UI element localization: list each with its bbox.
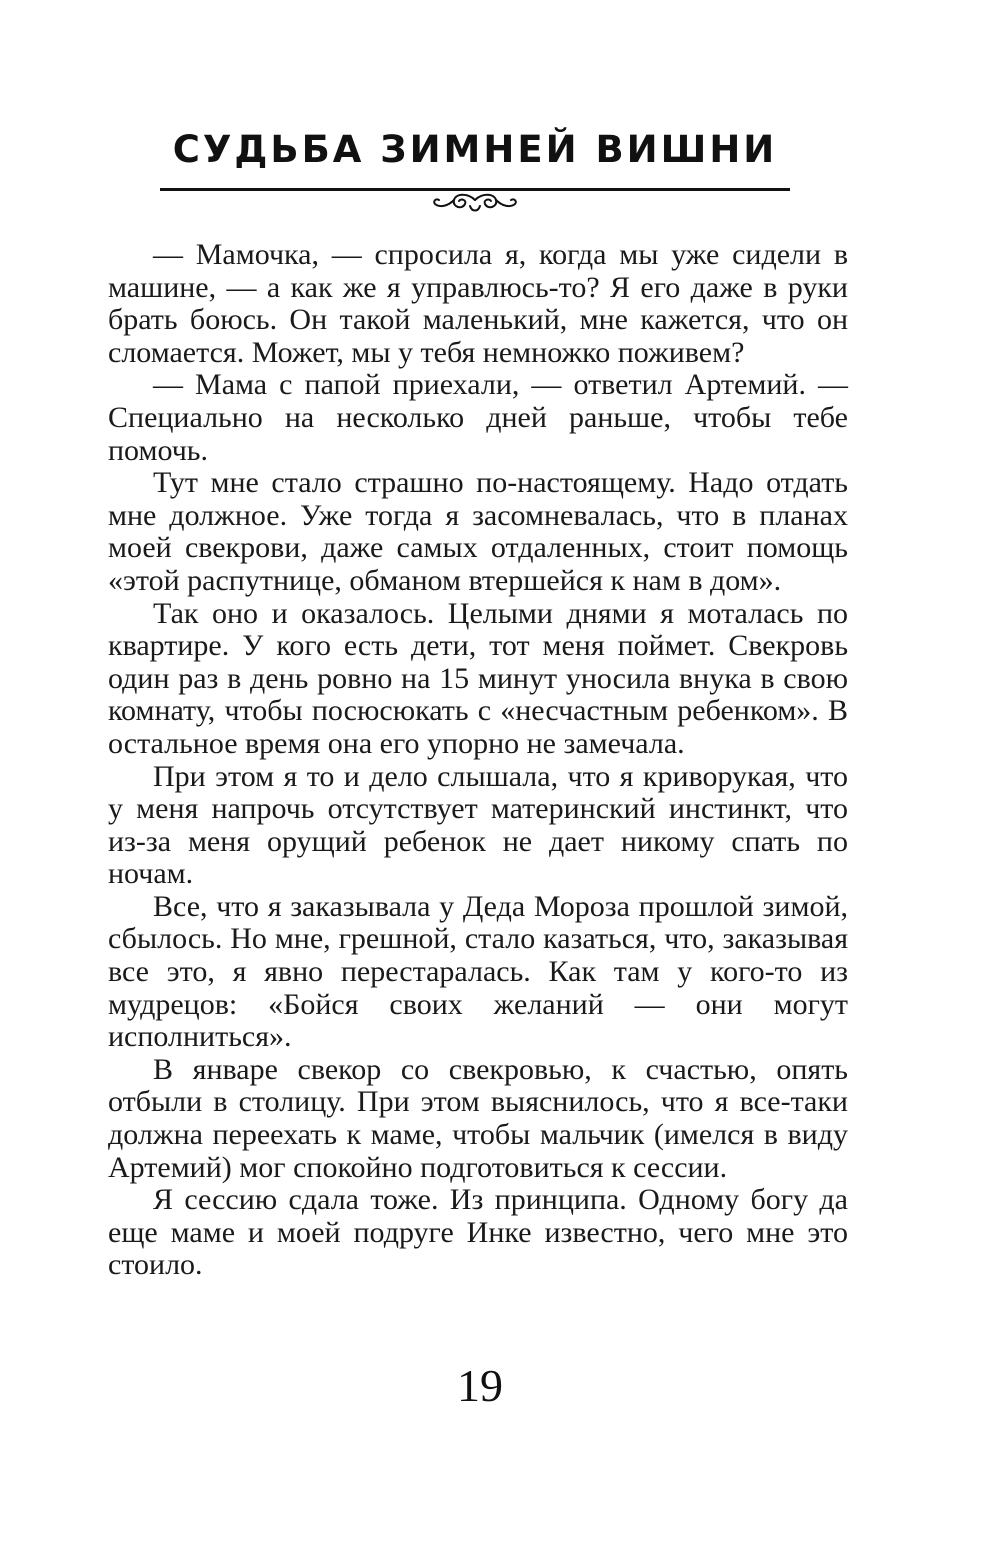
paragraph: Тут мне стало страшно по-настоящему. Надо отдать мне должное. Уже тогда я засомневалась, что в планах моей свекрови, даже самых отдаленных, стоит помощь «этой распутнице, обманом втершейся к нам в дом».	[108, 466, 848, 597]
paragraph: — Мамочка, — спросила я, когда мы уже сидели в машине, — а как же я управлюсь-то? Я его даже в руки брать боюсь. Он такой маленький, мне кажется, что он сломается. Может, мы у тебя немножко поживем?	[108, 238, 848, 369]
paragraph: Все, что я заказывала у Деда Мороза прошлой зимой, сбылось. Но мне, грешной, стало казаться, что, заказывая все это, я явно перестаралась. Как там у кого-то из мудрецов: «Бойся своих желаний — они могут исполниться».	[108, 889, 848, 1054]
body-text	[108, 239, 848, 1282]
header-rule	[160, 188, 790, 191]
paragraph: При этом я то и дело слышала, что я криворукая, что у меня напрочь отсутствует материнский инстинкт, что из-за меня орущий ребенок не дает никому спать по ночам.	[108, 759, 848, 891]
running-head-title: СУДЬБА ЗИМНЕЙ ВИШНИ	[172, 128, 778, 171]
flourish-ornament-icon	[432, 192, 518, 218]
paragraph: В январе свекор со свекровью, к счастью, опять отбыли в столицу. При этом выяснилось, что я все-таки должна переехать к маме, чтобы мальчик (имелся в виду Артемий) мог спокойно подготовиться к сессии.	[108, 1052, 848, 1184]
paragraph: Я сессию сдала тоже. Из принципа. Одному богу да еще маме и моей подруге Инке известно, чего мне это стоило.	[108, 1183, 848, 1282]
page-number: 19	[457, 1360, 503, 1411]
paragraph: Так оно и оказалось. Целыми днями я моталась по квартире. У кого есть дети, тот меня поймет. Свекровь один раз в день ровно на 15 минут уносила внука в свою комнату, чтобы посюсюкать с «несчастным ребенком». В остальное время она его упорно не замечала.	[108, 596, 848, 760]
paragraph: — Мама с папой приехали, — ответил Артемий. — Специально на несколько дней раньше, чтобы тебе помочь.	[108, 368, 848, 467]
